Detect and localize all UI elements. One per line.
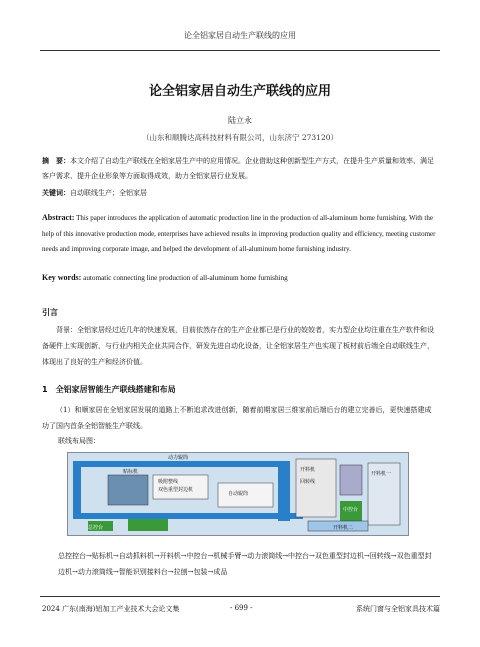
abstract-en (42, 210, 438, 258)
fig-label-k: 总控台 (88, 525, 104, 531)
layout-figure (67, 452, 409, 536)
fig-label-g: 回转线 (300, 479, 316, 485)
fig-label-a: 动力辊筒 (168, 455, 189, 461)
keywords-cn (42, 186, 438, 201)
footer-rule (40, 596, 440, 597)
abstract-cn (42, 154, 438, 184)
keywords-cn-label: 关键词： (42, 189, 70, 197)
footer-left: 2024 广东(南海)铝加工产业技术大会论文集 (42, 605, 180, 613)
running-header: 论全铝家居自动生产联线的应用 (184, 31, 296, 40)
fig-label-i: 开料机二 (333, 525, 354, 531)
fig-label-j: 中控台 (343, 507, 359, 513)
footer-right: 系统门窗与全铝家具技术篇 (356, 605, 440, 613)
keywords-en-label: Key words: (42, 273, 82, 282)
paper-title: 论全铝家居自动生产联线的应用 (148, 84, 331, 99)
fig-label-h: 开料机一 (371, 471, 392, 477)
flow-text: 总控控台→贴标机→自动抓料机→开料机→中控台→机械手臂→动力滚筒线→中控台→双色重型封边机→回转线→双色重型封边机→动力滚筒线→智能识别接料台→拉刨→包装→成品 (58, 552, 432, 576)
keywords-en-text: automatic connecting line production of all-aluminum home furnishing (83, 274, 288, 282)
fig-label-b: 贴标机 (123, 469, 139, 475)
section-1-heading: 1 全铝家居智能生产联线搭建和布局 (42, 385, 176, 394)
section-1-paragraph: （1）和顺家居在全铝家居发展的道路上不断追求改进创新，随着前期家居三维家前后端后台的建立完善后，更快速搭建成功了国内首条全铝智能生产联线。 (42, 406, 432, 430)
abstract-en-text: This paper introduces the application of automatic production line in the production of all-aluminum home furnishing. With the help of this innovative production mode, enterprises have achieved results in improving production quality and efficiency, meeting customer needs and improving corporate image, and helped the development of all-aluminum home furnishing industry. (42, 214, 436, 253)
figure-label: 联线布局图： (58, 437, 100, 445)
footer-page-number: - 699 - (230, 604, 253, 612)
affiliation: （山东和顺腾达高科技材料有限公司，山东济宁 273120） (141, 133, 338, 142)
abstract-cn-text: 本文介绍了自动生产联线在全铝家居生产中的应用情况。企业借助这种创新型生产方式，在提升生产质量和效率、满足客户需求、提升企业形象等方面取得成效，助力全铝家居行业发展。 (42, 157, 434, 180)
abstract-en-label: Abstract: (42, 213, 75, 222)
fig-label-f: 开料机 (300, 467, 316, 473)
fig-label-c: 吸附整线 (158, 479, 179, 485)
section-intro-heading: 引言 (42, 308, 58, 317)
fig-label-d: 双色重型封边机 (158, 487, 194, 493)
intro-paragraph: 背景：全铝家居经过近几年的快速发展，目前依然存在的生产企业都已是行业的姣姣者，实力型企业均注重在生产软件和设备硬件上实现创新，与行业内相关企业共同合作，研发先进自动化设备，让全铝家居生产也实现了板材前后端全自动联线生产，体现出了良好的生产和经济价值。 (42, 326, 434, 366)
keywords-en (42, 270, 438, 286)
author: 陆立永 (228, 116, 252, 125)
abstract-cn-label: 摘 要： (42, 157, 70, 165)
keywords-cn-text: 自动联线生产；全铝家居 (70, 189, 147, 197)
fig-label-e: 自动辊筒 (228, 491, 249, 497)
header-rule (40, 50, 440, 51)
